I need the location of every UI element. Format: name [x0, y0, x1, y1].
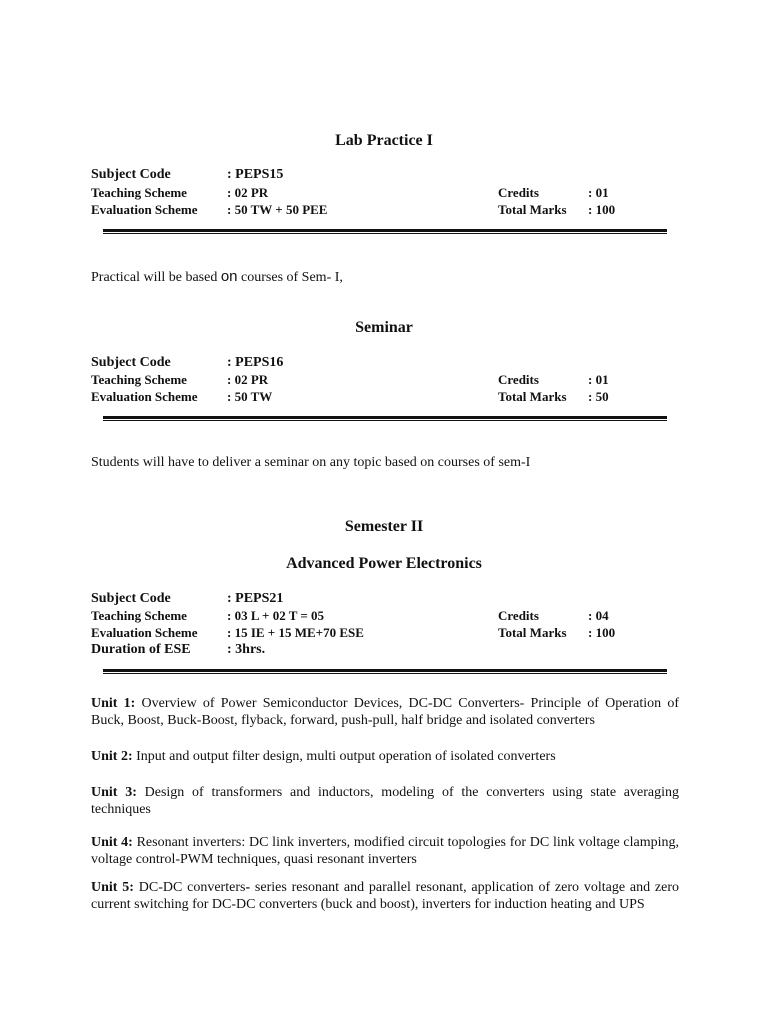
course-teaching-scheme-value: : 03 L + 02 T = 05 — [227, 608, 325, 623]
unit-5-dash: - — [245, 880, 251, 895]
seminar-teaching-scheme-label: Teaching Scheme — [91, 372, 187, 387]
course-subject-code-value: : PEPS21 — [227, 591, 284, 606]
course-duration-label: Duration of ESE — [91, 642, 191, 657]
unit-4 — [91, 834, 679, 868]
unit-2-text: Input and output filter design, multi output operation of isolated converters — [132, 749, 556, 764]
lab-description-text-3: courses of Sem- I, — [237, 270, 343, 285]
lab-subject-code-label: Subject Code — [91, 167, 171, 182]
lab-total-marks-value: : 100 — [588, 202, 616, 217]
lab-teaching-scheme-value: : 02 PR — [227, 185, 269, 200]
lab-subject-code-value: : PEPS15 — [227, 167, 284, 182]
lab-credits-value: : 01 — [588, 185, 609, 200]
seminar-title: Seminar — [355, 319, 413, 336]
lab-credits-label: Credits — [498, 185, 539, 200]
seminar-credits-value: : 01 — [588, 372, 609, 387]
unit-2-label: Unit 2: — [91, 749, 133, 764]
seminar-subject-code-value: : PEPS16 — [227, 355, 284, 370]
unit-5 — [91, 879, 679, 913]
course-credits-label: Credits — [498, 608, 539, 623]
lab-total-marks-label: Total Marks — [498, 202, 567, 217]
course-total-marks-value: : 100 — [588, 625, 616, 640]
unit-1-text: Overview of Power Semiconductor Devices, DC-DC Converters- Principle of Operation of Buck, Boost, Buck-Boost, flyback, forward, push-pull, half bridge and isolated converters — [91, 696, 679, 728]
lab-evaluation-scheme-value: : 50 TW + 50 PEE — [227, 202, 328, 217]
course-total-marks-label: Total Marks — [498, 625, 567, 640]
seminar-evaluation-scheme-value: : 50 TW — [227, 389, 273, 404]
course-subject-code-label: Subject Code — [91, 591, 171, 606]
seminar-subject-code-label: Subject Code — [91, 355, 171, 370]
unit-5-text: series resonant and parallel resonant, application of zero voltage and zero current switching for DC-DC converters (buck and boost), inverters for induction heating and UPS — [91, 880, 679, 912]
seminar-credits-label: Credits — [498, 372, 539, 387]
lab-description-text-1: Practical will be based — [91, 270, 221, 285]
unit-5-label: Unit 5: — [91, 880, 134, 895]
unit-3-text: Design of transformers and inductors, modeling of the converters using state averaging techniques — [91, 785, 679, 817]
lab-description-text-2: on — [220, 268, 238, 285]
unit-1-label: Unit 1: — [91, 696, 136, 711]
seminar-description: Students will have to deliver a seminar on any topic based on courses of sem-I — [91, 455, 531, 470]
course-evaluation-scheme-value: : 15 IE + 15 ME+70 ESE — [227, 625, 364, 640]
unit-4-text: Resonant inverters: DC link inverters, modified circuit topologies for DC link voltage clamping, voltage control-PWM techniques, quasi resonant inverters — [91, 835, 679, 867]
unit-4-label: Unit 4: — [91, 835, 133, 850]
lab-evaluation-scheme-label: Evaluation Scheme — [91, 202, 198, 217]
semester-heading: Semester II — [344, 518, 424, 535]
course-duration-value: : 3hrs. — [227, 642, 266, 657]
unit-1 — [91, 695, 679, 729]
seminar-teaching-scheme-value: : 02 PR — [227, 372, 269, 387]
course-evaluation-scheme-label: Evaluation Scheme — [91, 625, 198, 640]
seminar-total-marks-value: : 50 — [588, 389, 609, 404]
course-teaching-scheme-label: Teaching Scheme — [91, 608, 187, 623]
unit-3 — [91, 784, 679, 818]
course-credits-value: : 04 — [588, 608, 609, 623]
lab-description — [91, 268, 679, 286]
unit-5-text-pre: DC-DC converters — [133, 880, 246, 895]
unit-2 — [91, 748, 679, 765]
unit-3-label: Unit 3: — [91, 785, 137, 800]
lab-practice-title: Lab Practice I — [335, 132, 433, 149]
lab-divider — [103, 229, 667, 234]
seminar-divider — [103, 416, 667, 421]
seminar-total-marks-label: Total Marks — [498, 389, 567, 404]
course-divider — [103, 669, 667, 674]
lab-teaching-scheme-label: Teaching Scheme — [91, 185, 187, 200]
seminar-evaluation-scheme-label: Evaluation Scheme — [91, 389, 198, 404]
course-title: Advanced Power Electronics — [286, 555, 482, 572]
